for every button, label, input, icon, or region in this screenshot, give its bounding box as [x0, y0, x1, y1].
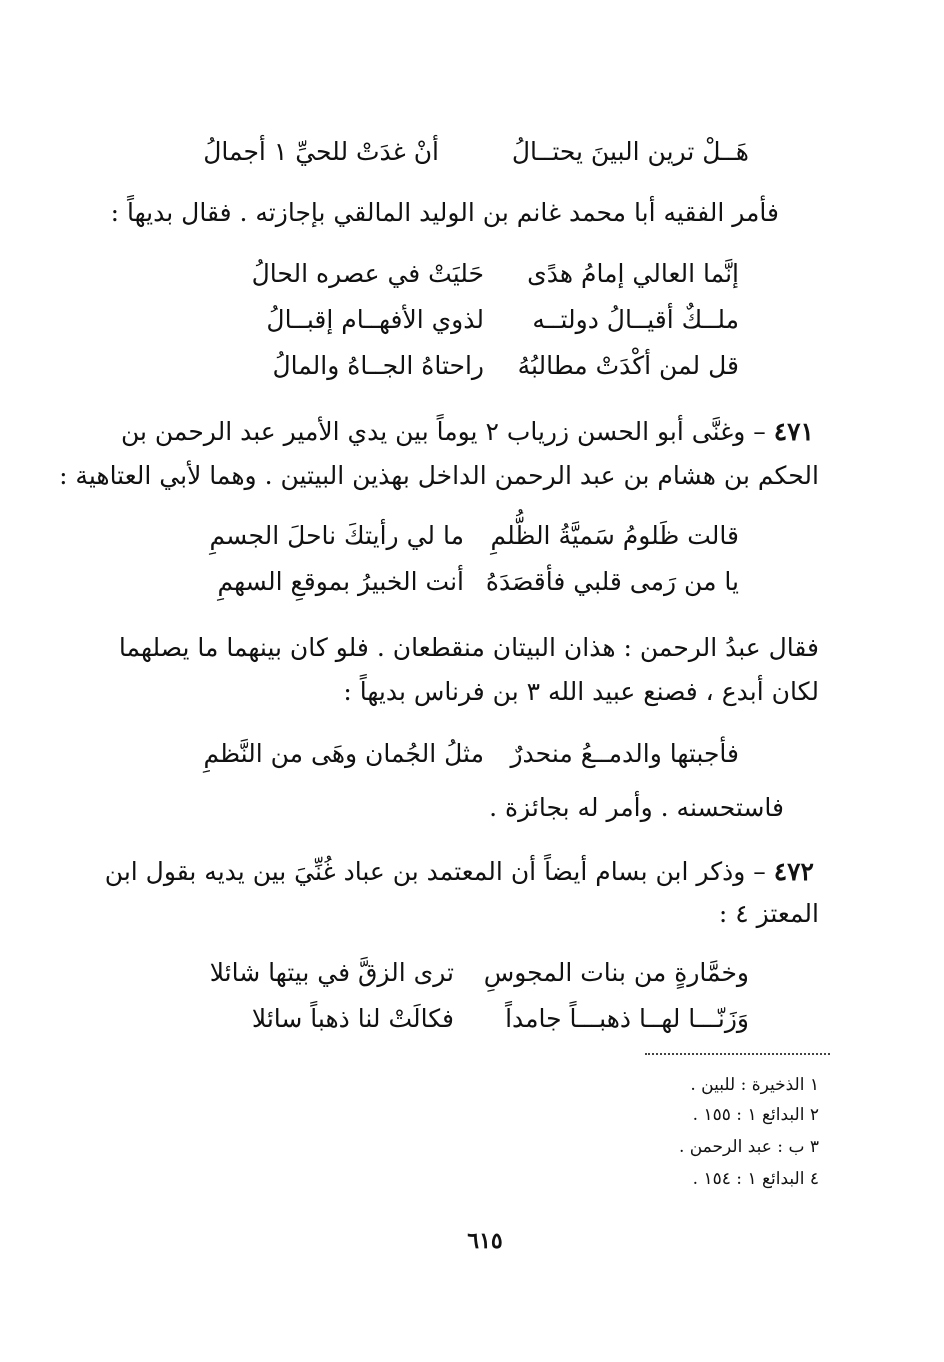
entry-number: ٤٧١ — [773, 417, 814, 446]
poem-ghanim-verse-3 — [0, 350, 944, 382]
poem-zalum-verse-1 — [0, 520, 944, 552]
poem-khammara-verse-1 — [0, 957, 944, 989]
verse-hemistich-second: أنْ غدَتْ للحيِّ ١ أجمالُ — [203, 137, 439, 166]
verse-hemistich-first: قالت ظَلومُ سَميَّةُ الظُّلمِ — [490, 521, 739, 550]
paragraph-abdulrahman-line-1: فقال عبدُ الرحمن : هذان البيتان منقطعان . فلو كان بينهما ما يصلهما — [118, 633, 819, 662]
paragraph-472-line-2: المعتز ٤ : — [718, 899, 819, 928]
verse-hemistich-second: لذوي الأفهــام إقبــالُ — [266, 305, 484, 334]
footnote-1: ١ الذخيرة : للبين . — [690, 1075, 819, 1095]
verse-hemistich-second: راحتاهُ الجــاهُ والمالُ — [272, 351, 484, 380]
verse-ajabtuha — [0, 738, 944, 770]
verse-hemistich-second: فكالَتْ لنا ذهباً سائلا — [251, 1004, 454, 1033]
verse-hemistich-first: ملــكٌ أقيــالُ دولتــه — [532, 305, 739, 334]
footnote-separator — [645, 1053, 830, 1055]
paragraph-text: – وذكر ابن بسام أيضاً أن المعتمد بن عباد غُنِّيَ بين يديه بقول ابن — [104, 857, 766, 886]
verse-hemistich-first: يا من رَمى قلبي فأقصَدَهُ — [485, 567, 739, 596]
paragraph-order: فأمر الفقيه أبا محمد غانم بن الوليد المالقي بإجازته . فقال بديهاً : — [110, 198, 779, 227]
poem-ghanim-verse-1 — [0, 258, 944, 290]
verse-hemistich-first: هَــلْ ترين البينَ يحتــالُ — [511, 137, 749, 166]
verse-top — [0, 136, 944, 168]
entry-number: ٤٧٢ — [773, 857, 814, 886]
verse-hemistich-second: ما لي رأيتكَ ناحلَ الجسمِ — [209, 521, 464, 550]
verse-hemistich-first: إنَّما العالي إمامُ هدًى — [527, 259, 739, 288]
paragraph-472-line-1 — [105, 856, 814, 888]
verse-hemistich-second: ترى الزقَّ في بيتها شائلا — [209, 958, 454, 987]
paragraph-text: – وغنَّى أبو الحسن زرياب ٢ يوماً بين يدي الأمير عبد الرحمن بن — [120, 417, 766, 446]
verse-hemistich-second: أنت الخبيرُ بموقعِ السهمِ — [217, 567, 464, 596]
paragraph-471-line-1 — [121, 416, 814, 448]
page-number: ٦١٥ — [467, 1228, 503, 1254]
poem-zalum-verse-2 — [0, 566, 944, 598]
paragraph-approve: فاستحسنه . وأمر له بجائزة . — [489, 793, 784, 822]
verse-hemistich-first: وَزَنّـــا لهــا ذهبـــاً جامداً — [505, 1004, 749, 1033]
footnote-4: ٤ البدائع ١ : ١٥٤ . — [692, 1169, 819, 1189]
poem-ghanim-verse-2 — [0, 304, 944, 336]
paragraph-abdulrahman-line-2: لكان أبدع ، فصنع عبيد الله ٣ بن فرناس بديهاً : — [343, 677, 819, 706]
verse-hemistich-second: مثلُ الجُمان وهَى من النَّظمِ — [203, 739, 484, 768]
footnote-2: ٢ البدائع ١ : ١٥٥ . — [692, 1105, 819, 1125]
verse-hemistich-first: فأجبتها والدمــعُ منحدرٌ — [510, 739, 739, 768]
verse-hemistich-first: وخمَّارةٍ من بنات المجوسِ — [483, 958, 749, 987]
paragraph-471-line-2: الحكم بن هشام بن عبد الرحمن الداخل بهذين البيتين . وهما لأبي العتاهية : — [59, 461, 819, 490]
poem-khammara-verse-2 — [0, 1003, 944, 1035]
verse-hemistich-second: حَليَتْ في عصره الحالُ — [251, 259, 484, 288]
verse-hemistich-first: قل لمن أكْدَتْ مطالبُهُ — [517, 351, 739, 380]
footnote-3: ٣ ب : عبد الرحمن . — [678, 1137, 819, 1157]
